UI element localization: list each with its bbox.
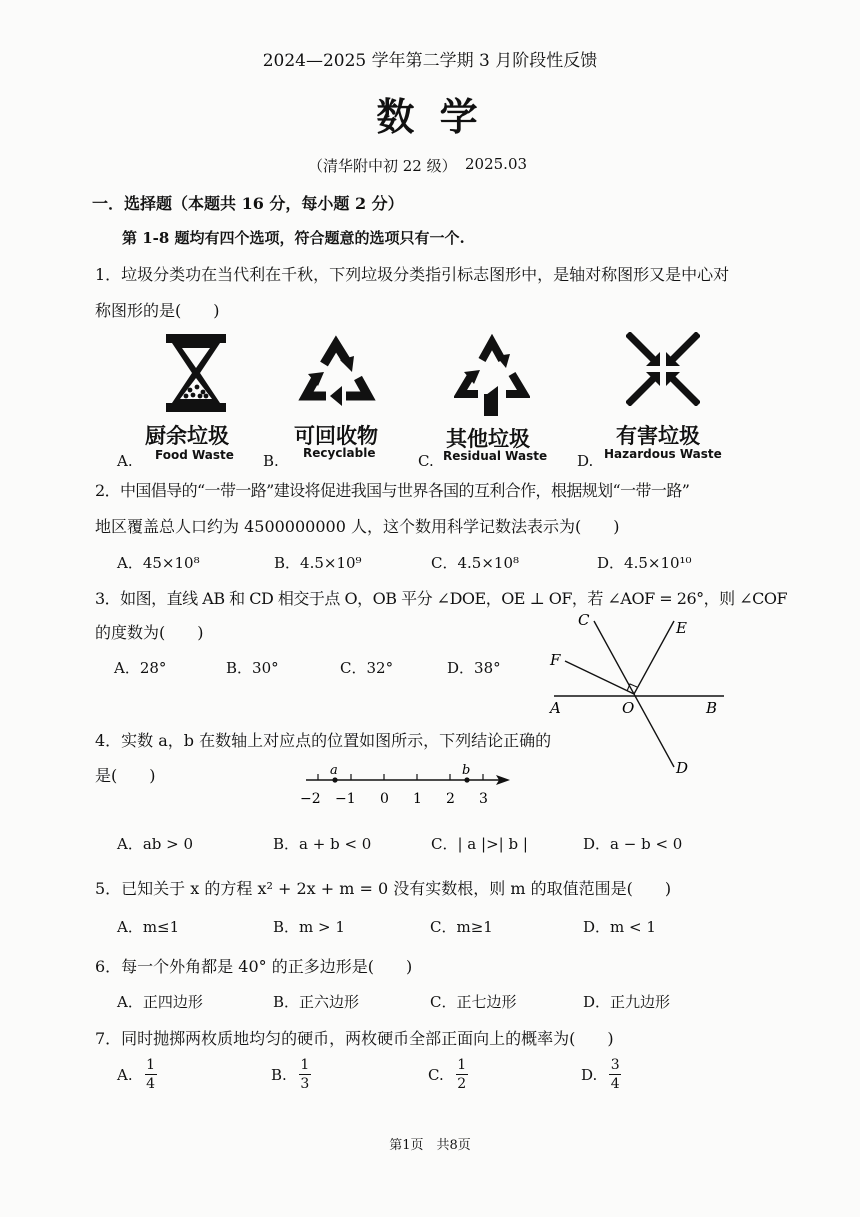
label-c: C <box>578 611 590 629</box>
q5-option-b: B．m > 1 <box>273 918 345 936</box>
fraction <box>609 1057 621 1092</box>
denominator: 2 <box>457 1076 467 1092</box>
numerator: 1 <box>300 1057 310 1073</box>
label-f: F <box>550 651 561 669</box>
point-a-label: a <box>330 763 338 778</box>
point-a-dot <box>332 777 337 782</box>
page-footer: 第1页 共8页 <box>389 1138 471 1153</box>
exam-term-title: 2024—2025 学年第二学期 3 月阶段性反馈 <box>262 51 598 71</box>
q4-stem-line2: 是( ) <box>95 766 156 785</box>
q3-option-c: C．32° <box>340 659 394 677</box>
q7-option-a <box>117 1057 157 1092</box>
tick-label: 0 <box>380 791 389 807</box>
q7-option-d <box>581 1057 621 1092</box>
q1-option-a-letter: A. <box>117 452 133 470</box>
q1-option-a-cn: 厨余垃圾 <box>145 424 229 448</box>
q2-option-d: D．4.5×10¹⁰ <box>597 554 692 572</box>
q2-option-a: A．45×10⁸ <box>117 554 200 572</box>
label-o: O <box>622 699 635 717</box>
school-label: （清华附中初 22 级） <box>308 157 457 175</box>
exam-date: 2025.03 <box>465 155 528 173</box>
fraction <box>299 1057 311 1092</box>
point-b-label: b <box>462 763 471 778</box>
q2-stem-line1: 2．中国倡导的“一带一路”建设将促进我国与世界各国的互利合作，根据规划“一带一路” <box>95 481 690 500</box>
ray-of <box>565 661 634 694</box>
q5-option-a: A．m≤1 <box>117 918 180 936</box>
fraction <box>456 1057 468 1092</box>
label-a: A <box>550 699 561 717</box>
q4-option-a: A．ab > 0 <box>117 835 194 853</box>
residual-recycle-icon <box>454 334 530 418</box>
q7-stem: 7．同时抛掷两枚质地均匀的硬币，两枚硬币全部正面向上的概率为( ) <box>95 1029 614 1048</box>
option-letter: B. <box>271 1065 287 1084</box>
numerator: 1 <box>146 1057 156 1073</box>
q3-option-a: A．28° <box>114 659 167 677</box>
q1-option-a-en: Food Waste <box>155 448 234 462</box>
q1-option-d-letter: D. <box>577 452 594 470</box>
numerator: 3 <box>610 1057 620 1073</box>
q1-option-c-en: Residual Waste <box>443 449 548 463</box>
q3-option-b: B．30° <box>226 659 279 677</box>
q3-option-d: D．38° <box>447 659 501 677</box>
tick-label: −2 <box>300 791 321 807</box>
q7-option-c <box>428 1057 468 1092</box>
q6-option-d: D．正九边形 <box>583 993 671 1011</box>
ray-oe <box>634 621 674 694</box>
q4-number-line <box>296 760 516 810</box>
tick-label: 1 <box>413 791 422 807</box>
q6-option-b: B．正六边形 <box>273 993 360 1011</box>
numerator: 1 <box>457 1057 467 1073</box>
q6-stem: 6．每一个外角都是 40° 的正多边形是( ) <box>95 957 413 976</box>
q4-option-c: C．| a |>| b | <box>431 835 528 853</box>
q5-option-c: C．m≥1 <box>430 918 493 936</box>
q2-option-c: C．4.5×10⁸ <box>431 554 520 572</box>
label-e: E <box>676 619 687 637</box>
point-b-dot <box>464 777 469 782</box>
section-heading: 一．选择题（本题共 16 分，每小题 2 分） <box>92 194 404 213</box>
subject-title: 数 学 <box>376 94 484 139</box>
q7-option-b <box>271 1057 311 1092</box>
q1-option-d-en: Hazardous Waste <box>604 447 722 461</box>
q1-option-c-cn: 其他垃圾 <box>446 427 530 451</box>
q4-stem-line1: 4．实数 a，b 在数轴上对应点的位置如图所示，下列结论正确的 <box>95 731 552 750</box>
label-b: B <box>706 699 718 717</box>
q1-option-b-en: Recyclable <box>303 446 376 460</box>
q1-option-d-cn: 有害垃圾 <box>616 424 700 448</box>
fraction <box>145 1057 157 1092</box>
q3-angle-figure <box>540 605 740 785</box>
denominator: 4 <box>610 1076 620 1092</box>
option-letter: A. <box>117 1065 133 1084</box>
q3-stem-line2: 的度数为( ) <box>95 623 204 642</box>
q1-option-c-letter: C. <box>418 452 434 470</box>
recycle-icon <box>296 334 380 410</box>
q1-option-b-letter: B. <box>263 452 279 470</box>
denominator: 3 <box>300 1076 310 1092</box>
tick-label: 2 <box>446 791 455 807</box>
option-letter: C. <box>428 1065 444 1084</box>
denominator: 4 <box>146 1076 156 1092</box>
q4-option-d: D．a − b < 0 <box>583 835 683 853</box>
q6-option-a: A．正四边形 <box>117 993 203 1011</box>
q4-option-b: B．a + b < 0 <box>273 835 372 853</box>
q1-option-b-cn: 可回收物 <box>294 424 378 448</box>
label-d: D <box>676 759 689 777</box>
q5-option-d: D．m < 1 <box>583 918 656 936</box>
q5-stem: 5．已知关于 x 的方程 x² + 2x + m = 0 没有实数根，则 m 的取值范围是( ) <box>95 879 672 898</box>
q2-option-b: B．4.5×10⁹ <box>274 554 362 572</box>
q6-option-c: C．正七边形 <box>430 993 517 1011</box>
q2-stem-line2: 地区覆盖总人口约为 4500000000 人，这个数用科学记数法表示为( ) <box>95 517 620 536</box>
option-letter: D. <box>581 1065 598 1084</box>
tick-label: 3 <box>479 791 488 807</box>
hazard-arrows-icon <box>626 332 700 406</box>
q1-stem-line1: 1．垃圾分类功在当代利在千秋，下列垃圾分类指引标志图形中，是轴对称图形又是中心对 <box>95 265 730 284</box>
q1-stem-line2: 称图形的是( ) <box>95 301 220 320</box>
hourglass-icon <box>160 332 232 414</box>
q3-stem-line1: 3．如图，直线 AB 和 CD 相交于点 O，OB 平分 ∠DOE，OE ⊥ OF，若 ∠AOF = 26°，则 ∠COF <box>95 589 788 608</box>
section-note: 第 1-8 题均有四个选项，符合题意的选项只有一个. <box>122 229 465 247</box>
tick-label: −1 <box>335 791 356 807</box>
